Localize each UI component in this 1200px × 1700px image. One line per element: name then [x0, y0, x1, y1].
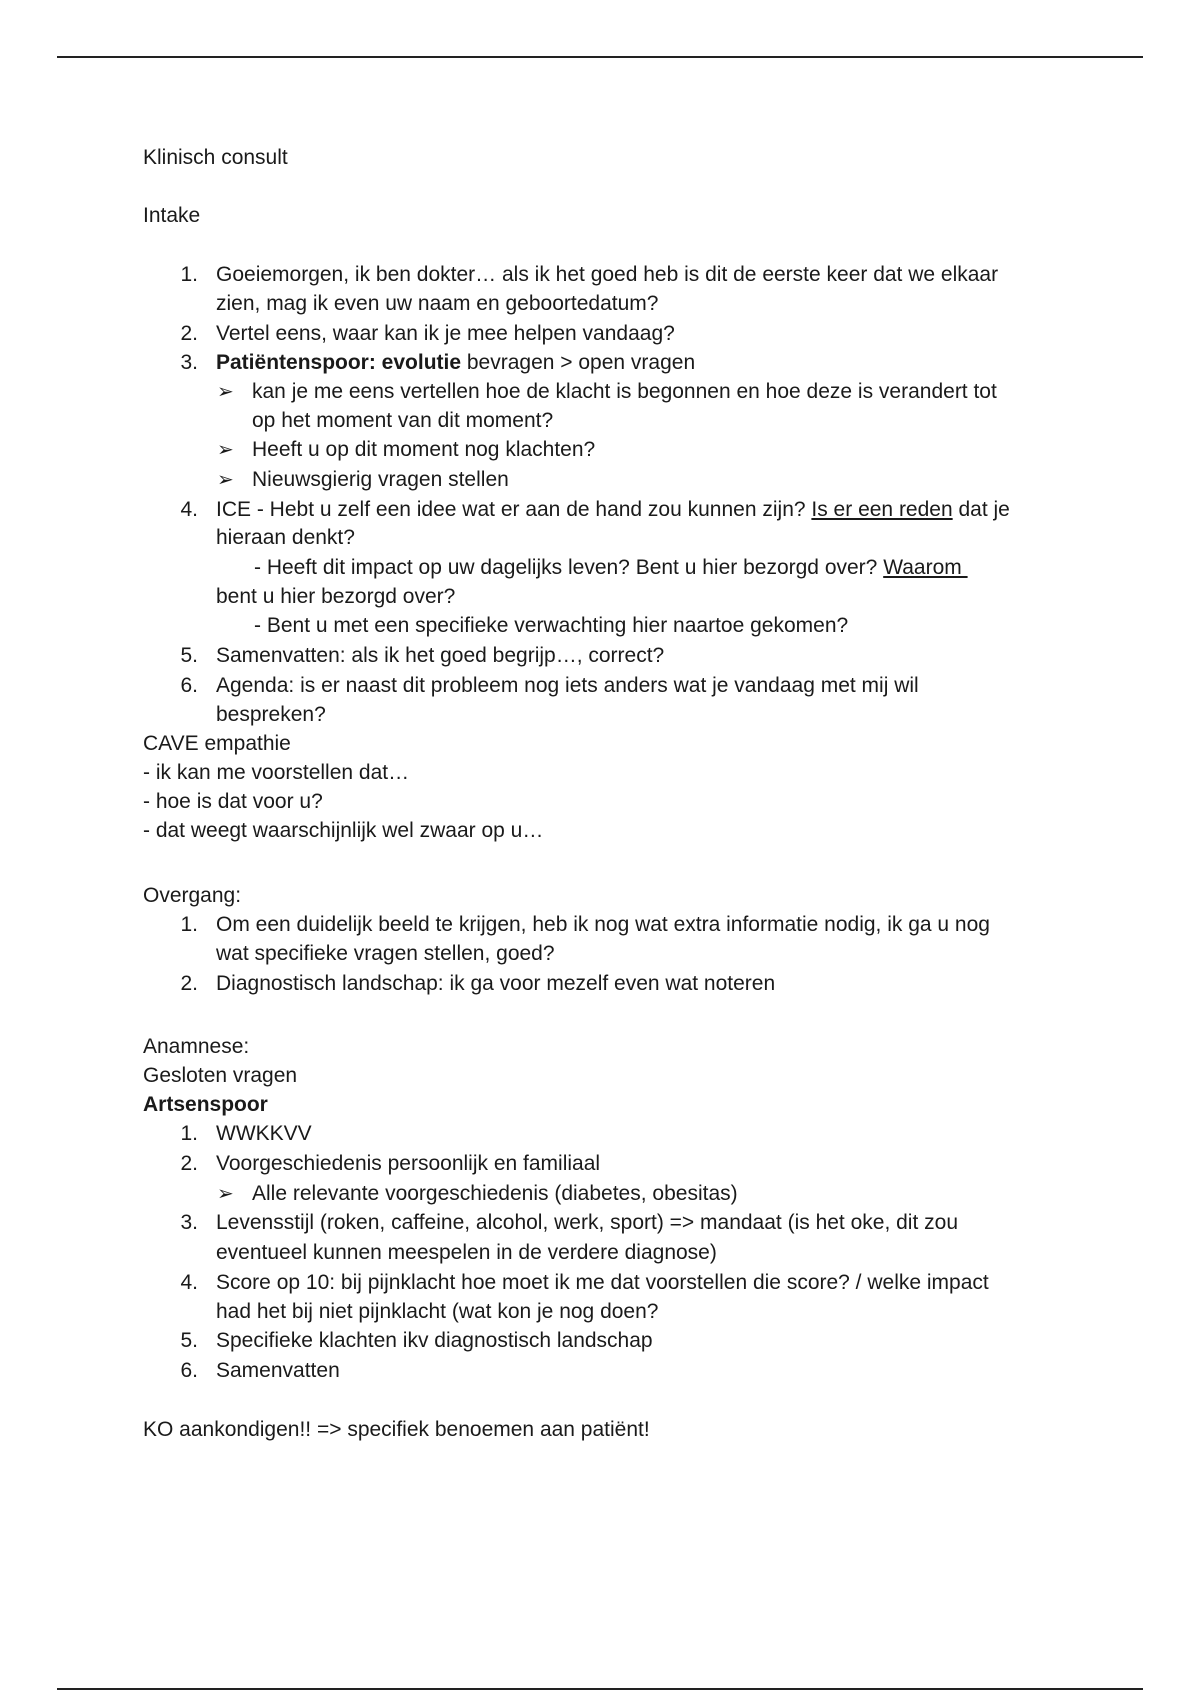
anamnese-subheading: Gesloten vragen	[143, 1064, 298, 1087]
list-item-text: - Heeft dit impact op uw dagelijks leven? Bent u hier bezorgd over?	[254, 556, 884, 579]
list-number: 5.	[180, 1329, 198, 1352]
arrow-bullet-icon: ➢	[217, 1183, 234, 1205]
list-number: 4.	[180, 498, 198, 521]
list-number: 5.	[180, 644, 198, 667]
footer-rule	[57, 1688, 1143, 1690]
list-number: 2.	[180, 322, 198, 345]
list-item: WWKKVV	[216, 1122, 312, 1145]
sub-list-item: kan je me eens vertellen hoe de klacht is begonnen en hoe deze is verandert tot	[252, 380, 997, 403]
list-number: 3.	[180, 1211, 198, 1234]
list-item	[216, 496, 1010, 524]
list-item-text: dat je	[952, 498, 1010, 521]
list-item: Goeiemorgen, ik ben dokter… als ik het goed heb is dit de eerste keer dat we elkaar	[216, 263, 999, 286]
list-item-continuation	[254, 554, 968, 582]
list-item-text: bevragen > open vragen	[461, 351, 696, 374]
list-item-continuation: wat specifieke vragen stellen, goed?	[216, 942, 555, 965]
list-item: Samenvatten	[216, 1359, 340, 1382]
bold-heading: Artsenspoor	[143, 1093, 268, 1116]
list-item: Vertel eens, waar kan ik je mee helpen vandaag?	[216, 322, 675, 345]
underlined-phrase: Waarom	[883, 556, 968, 579]
list-item-continuation: hieraan denkt?	[216, 526, 355, 549]
dash-list-item: - hoe is dat voor u?	[143, 790, 323, 813]
list-number: 1.	[180, 913, 198, 936]
dash-list-item: - dat weegt waarschijnlijk wel zwaar op u…	[143, 819, 544, 842]
list-item: Score op 10: bij pijnklacht hoe moet ik me dat voorstellen die score? / welke impact	[216, 1271, 989, 1294]
cave-heading: CAVE empathie	[143, 732, 291, 755]
list-number: 6.	[180, 1359, 198, 1382]
list-number: 3.	[180, 351, 198, 374]
intake-heading: Intake	[143, 204, 201, 227]
closing-note: KO aankondigen!! => specifiek benoemen aan patiënt!	[143, 1418, 650, 1441]
overgang-heading: Overgang:	[143, 884, 242, 907]
list-item: Om een duidelijk beeld te krijgen, heb ik nog wat extra informatie nodig, ik ga u nog	[216, 913, 990, 936]
list-item: Voorgeschiedenis persoonlijk en familiaal	[216, 1152, 601, 1175]
sub-list-item: Alle relevante voorgeschiedenis (diabetes, obesitas)	[252, 1182, 738, 1205]
list-item-continuation: - Bent u met een specifieke verwachting hier naartoe gekomen?	[254, 614, 849, 637]
list-number: 2.	[180, 972, 198, 995]
arrow-bullet-icon: ➢	[217, 439, 234, 461]
sub-list-item: Heeft u op dit moment nog klachten?	[252, 438, 596, 461]
arrow-bullet-icon: ➢	[217, 381, 234, 403]
list-item-continuation: zien, mag ik even uw naam en geboortedatum?	[216, 292, 659, 315]
document-title: Klinisch consult	[143, 146, 288, 169]
sub-list-item-continuation: op het moment van dit moment?	[252, 409, 554, 432]
list-item-continuation: bent u hier bezorgd over?	[216, 585, 456, 608]
artsenspoor-heading	[143, 1091, 268, 1119]
list-item: Agenda: is er naast dit probleem nog iets anders wat je vandaag met mij wil	[216, 674, 919, 697]
list-item-text: ICE - Hebt u zelf een idee wat er aan de hand zou kunnen zijn?	[216, 498, 812, 521]
list-item-continuation: bespreken?	[216, 703, 326, 726]
list-item: Diagnostisch landschap: ik ga voor mezelf even wat noteren	[216, 972, 776, 995]
list-item: Specifieke klachten ikv diagnostisch landschap	[216, 1329, 653, 1352]
arrow-bullet-icon: ➢	[217, 469, 234, 491]
list-number: 1.	[180, 263, 198, 286]
dash-list-item: - ik kan me voorstellen dat…	[143, 761, 410, 784]
list-item	[216, 349, 695, 377]
list-item-continuation: eventueel kunnen meespelen in de verdere diagnose)	[216, 1241, 717, 1264]
list-item: Levensstijl (roken, caffeine, alcohol, werk, sport) => mandaat (is het oke, dit zou	[216, 1211, 958, 1234]
underlined-phrase: Is er een reden	[811, 498, 953, 521]
list-item-continuation: had het bij niet pijnklacht (wat kon je nog doen?	[216, 1300, 659, 1323]
list-number: 4.	[180, 1271, 198, 1294]
bold-phrase: Patiëntenspoor: evolutie	[216, 351, 462, 374]
list-number: 1.	[180, 1122, 198, 1145]
header-rule	[57, 56, 1143, 58]
list-number: 6.	[180, 674, 198, 697]
list-number: 2.	[180, 1152, 198, 1175]
anamnese-heading: Anamnese:	[143, 1035, 250, 1058]
list-item: Samenvatten: als ik het goed begrijp…, correct?	[216, 644, 665, 667]
sub-list-item: Nieuwsgierig vragen stellen	[252, 468, 509, 491]
